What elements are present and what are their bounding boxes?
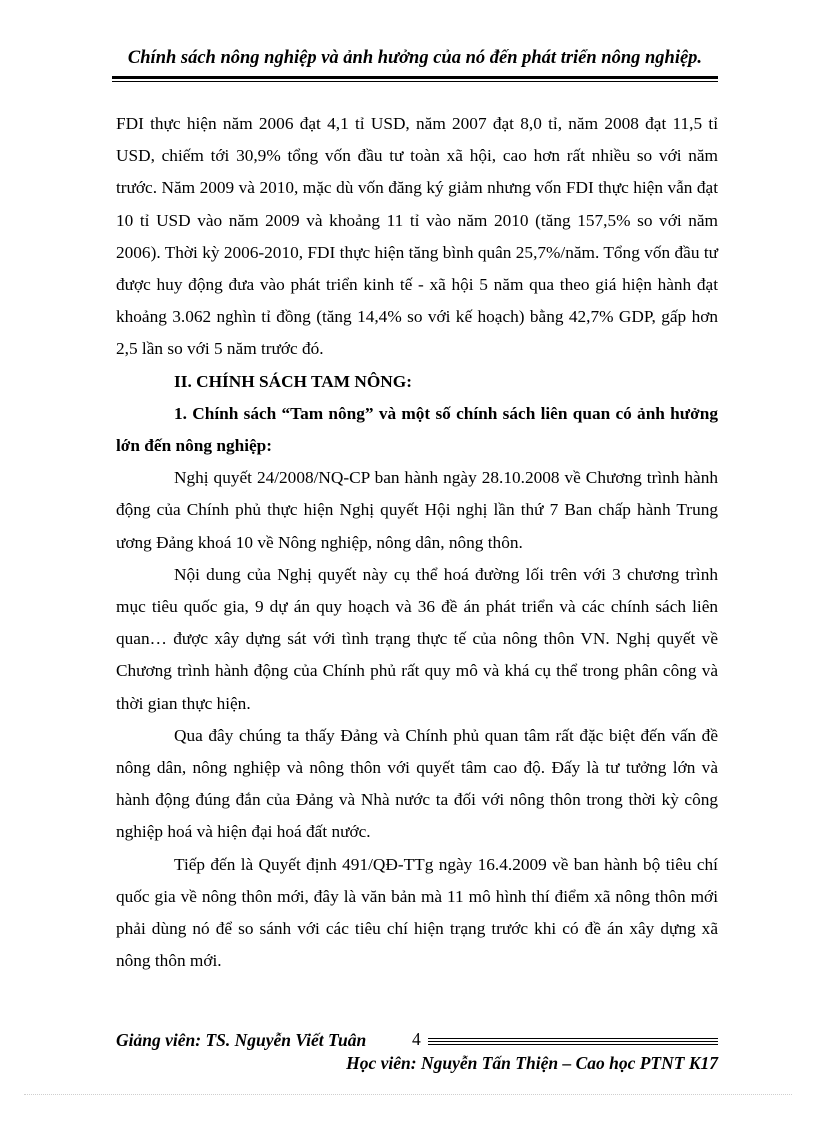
header-rule-thin <box>112 81 718 82</box>
body-text <box>116 108 718 977</box>
paragraph-content: Nội dung của Nghị quyết này cụ thể hoá đường lối trên với 3 chương trình mục tiêu quốc gia, 9 dự án quy hoạch và 36 đề án phát triển và các chính sách liên quan… được xây dựng sát với tình trạng thực tế của nông thôn VN. Nghị quyết về Chương trình hành động của Chính phủ rất quy mô và khá cụ thể trong phân công và thời gian thực hiện. <box>116 564 718 713</box>
page-bottom-border <box>24 1094 792 1095</box>
running-header-title: Chính sách nông nghiệp và ảnh hưởng của nó đến phát triển nông nghiệp. <box>127 48 703 68</box>
paragraph-decision: Tiếp đến là Quyết định 491/QĐ-TTg ngày 16.4.2009 về ban hành bộ tiêu chí quốc gia về nông thôn mới, đây là văn bản mà 11 mô hình thí điểm xã nông thôn mới phải dùng nó để so sánh với các tiêu chí hiện trạng trước khi có đề án xây dựng xã nông thôn mới. <box>116 854 718 971</box>
section-heading: II. CHÍNH SÁCH TAM NÔNG: <box>174 371 412 391</box>
paragraph-resolution: Nghị quyết 24/2008/NQ-CP ban hành ngày 28.10.2008 về Chương trình hành động của Chính phủ thực hiện Nghị quyết Hội nghị lần thứ 7 Ban chấp hành Trung ương Đảng khoá 10 về Nông nghiệp, nông dân, nông thôn. <box>116 468 718 552</box>
footer-lecturer: Giảng viên: TS. Nguyễn Viết Tuân <box>116 1030 367 1050</box>
header-rule <box>112 76 718 79</box>
footer-student: Học viên: Nguyễn Tấn Thiện – Cao học PTNT K17 <box>346 1053 718 1073</box>
paragraph-party: Qua đây chúng ta thấy Đảng và Chính phủ quan tâm rất đặc biệt đến vấn đề nông dân, nông nghiệp và nông thôn với quyết tâm cao độ. Đấy là tư tưởng lớn và hành động đúng đắn của Đảng và Nhà nước ta đối với nông thôn trong thời kỳ công nghiệp hoá và hiện đại hoá đất nước. <box>116 725 718 842</box>
page-number: 4 <box>412 1029 421 1049</box>
subsection-heading: 1. Chính sách “Tam nông” và một số chính sách liên quan có ảnh hưởng lớn đến nông nghiệp: <box>116 403 718 456</box>
footer-rule <box>428 1038 718 1048</box>
paragraph-fdi: FDI thực hiện năm 2006 đạt 4,1 tỉ USD, năm 2007 đạt 8,0 tỉ, năm 2008 đạt 11,5 tỉ USD, chiếm tới 30,9% tổng vốn đầu tư toàn xã hội, cao hơn rất nhiều so với năm trước. Năm 2009 và 2010, mặc dù vốn đăng ký giảm nhưng vốn FDI thực hiện vẫn đạt 10 tỉ USD vào năm 2009 và khoảng 11 tỉ vào năm 2010 (tăng 157,5% so với năm 2006). Thời kỳ 2006-2010, FDI thực hiện tăng bình quân 25,7%/năm. Tổng vốn đầu tư được huy động đưa vào phát triển kinh tế - xã hội 5 năm qua theo giá hiện hành đạt khoảng 3.062 nghìn tỉ đồng (tăng 14,4% so với kế hoạch) bằng 42,7% GDP, gấp hơn 2,5 lần so với 5 năm trước đó. <box>116 114 718 359</box>
